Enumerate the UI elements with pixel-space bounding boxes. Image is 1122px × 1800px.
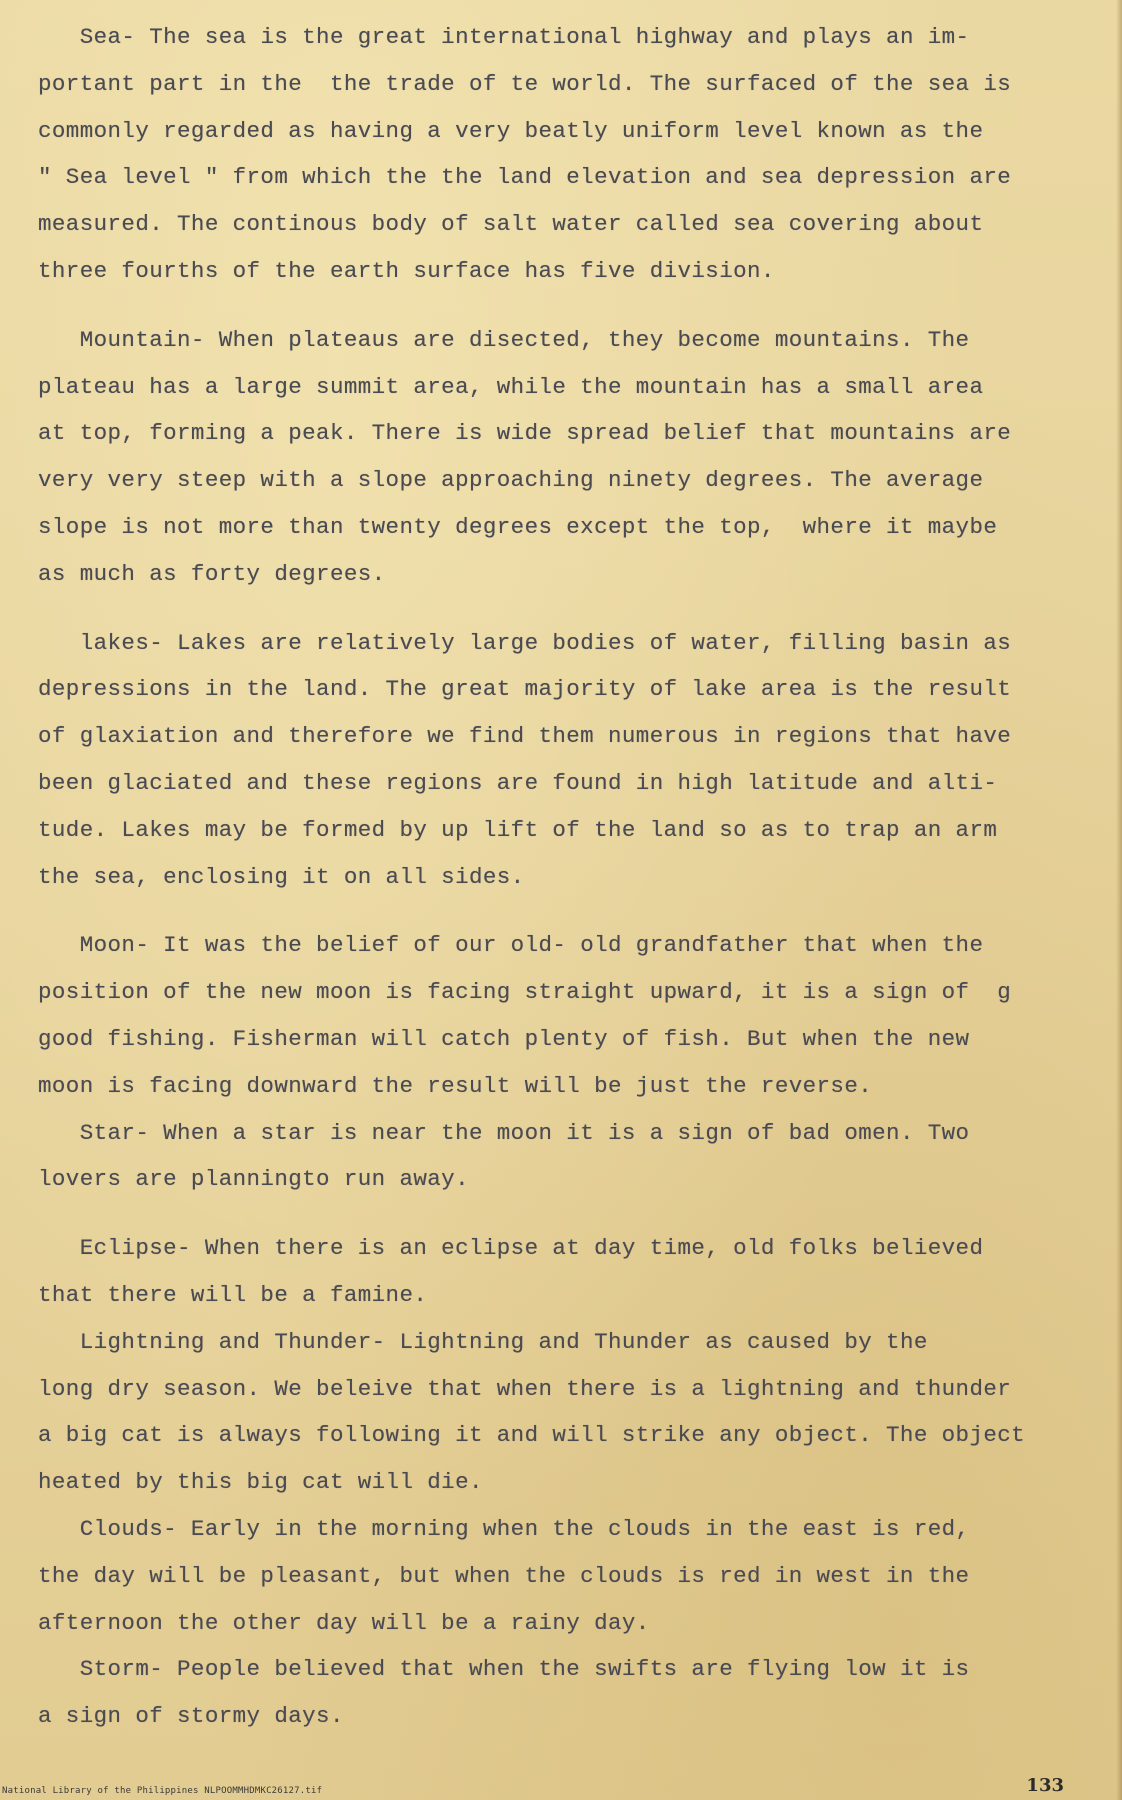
- page-edge-shadow: [1116, 0, 1122, 1800]
- text-line: as much as forty degrees.: [38, 560, 386, 587]
- text-line: Eclipse- When there is an eclipse at day time, old folks believed: [38, 1235, 984, 1262]
- text-line: a sign of stormy days.: [38, 1703, 344, 1730]
- text-line: long dry season. We beleive that when there is a lightning and thunder: [38, 1375, 1012, 1402]
- text-line: Mountain- When plateaus are disected, they become mountains. The: [38, 326, 970, 353]
- paragraph-storm: [38, 1646, 1078, 1740]
- text-line: a big cat is always following it and will strike any object. The object: [38, 1422, 1026, 1449]
- text-line: slope is not more than twenty degrees except the top, where it maybe: [38, 513, 998, 540]
- text-line: plateau has a large summit area, while the mountain has a small area: [38, 373, 984, 400]
- text-line: very very steep with a slope approaching ninety degrees. The average: [38, 467, 984, 494]
- paragraph-eclipse: [38, 1225, 1078, 1319]
- text-line: of glaxiation and therefore we find them numerous in regions that have: [38, 723, 1012, 750]
- source-caption: National Library of the Philippines NLPOOMMHDMKC26127.tif: [2, 1786, 323, 1796]
- text-line: Star- When a star is near the moon it is a sign of bad omen. Two: [38, 1119, 970, 1146]
- page-number: 133: [1026, 1775, 1064, 1796]
- text-line: lovers are planningto run away.: [38, 1166, 469, 1193]
- text-line: Lightning and Thunder- Lightning and Thunder as caused by the: [38, 1328, 928, 1355]
- text-line: heated by this big cat will die.: [38, 1469, 483, 1496]
- paragraph-moon: [38, 922, 1078, 1109]
- text-line: three fourths of the earth surface has five division.: [38, 257, 775, 284]
- text-line: depressions in the land. The great majority of lake area is the result: [38, 676, 1012, 703]
- text-line: Clouds- Early in the morning when the clouds in the east is red,: [38, 1515, 970, 1542]
- text-line: afternoon the other day will be a rainy day.: [38, 1609, 650, 1636]
- text-line: tude. Lakes may be formed by up lift of the land so as to trap an arm: [38, 816, 998, 843]
- paragraph-spacer: [38, 598, 1078, 620]
- text-line: " Sea level " from which the the land elevation and sea depression are: [38, 164, 1012, 191]
- text-line: portant part in the the trade of te world. The surfaced of the sea is: [38, 70, 1012, 97]
- paragraph-clouds: [38, 1506, 1078, 1646]
- paragraph-star: [38, 1110, 1078, 1204]
- text-line: at top, forming a peak. There is wide spread belief that mountains are: [38, 420, 1012, 447]
- text-line: moon is facing downward the result will be just the reverse.: [38, 1072, 873, 1099]
- text-line: the day will be pleasant, but when the clouds is red in west in the: [38, 1562, 970, 1589]
- text-line: position of the new moon is facing straight upward, it is a sign of g: [38, 979, 1012, 1006]
- typed-text-body: [38, 14, 1078, 1740]
- text-line: good fishing. Fisherman will catch plenty of fish. But when the new: [38, 1025, 970, 1052]
- text-line: been glaciated and these regions are found in high latitude and alti-: [38, 769, 998, 796]
- paragraph-lakes: [38, 620, 1078, 901]
- paragraph-lightning-thunder: [38, 1319, 1078, 1506]
- paragraph-spacer: [38, 1203, 1078, 1225]
- paragraph-spacer: [38, 900, 1078, 922]
- text-line: that there will be a famine.: [38, 1281, 428, 1308]
- text-line: lakes- Lakes are relatively large bodies of water, filling basin as: [38, 629, 1012, 656]
- text-line: Storm- People believed that when the swifts are flying low it is: [38, 1656, 970, 1683]
- text-line: Moon- It was the belief of our old- old grandfather that when the: [38, 932, 984, 959]
- text-line: measured. The continous body of salt water called sea covering about: [38, 211, 984, 238]
- text-line: commonly regarded as having a very beatly uniform level known as the: [38, 117, 984, 144]
- paragraph-mountain: [38, 317, 1078, 598]
- paragraph-sea: [38, 14, 1078, 295]
- text-line: the sea, enclosing it on all sides.: [38, 863, 525, 890]
- text-line: Sea- The sea is the great international highway and plays an im-: [38, 24, 970, 50]
- paragraph-spacer: [38, 295, 1078, 317]
